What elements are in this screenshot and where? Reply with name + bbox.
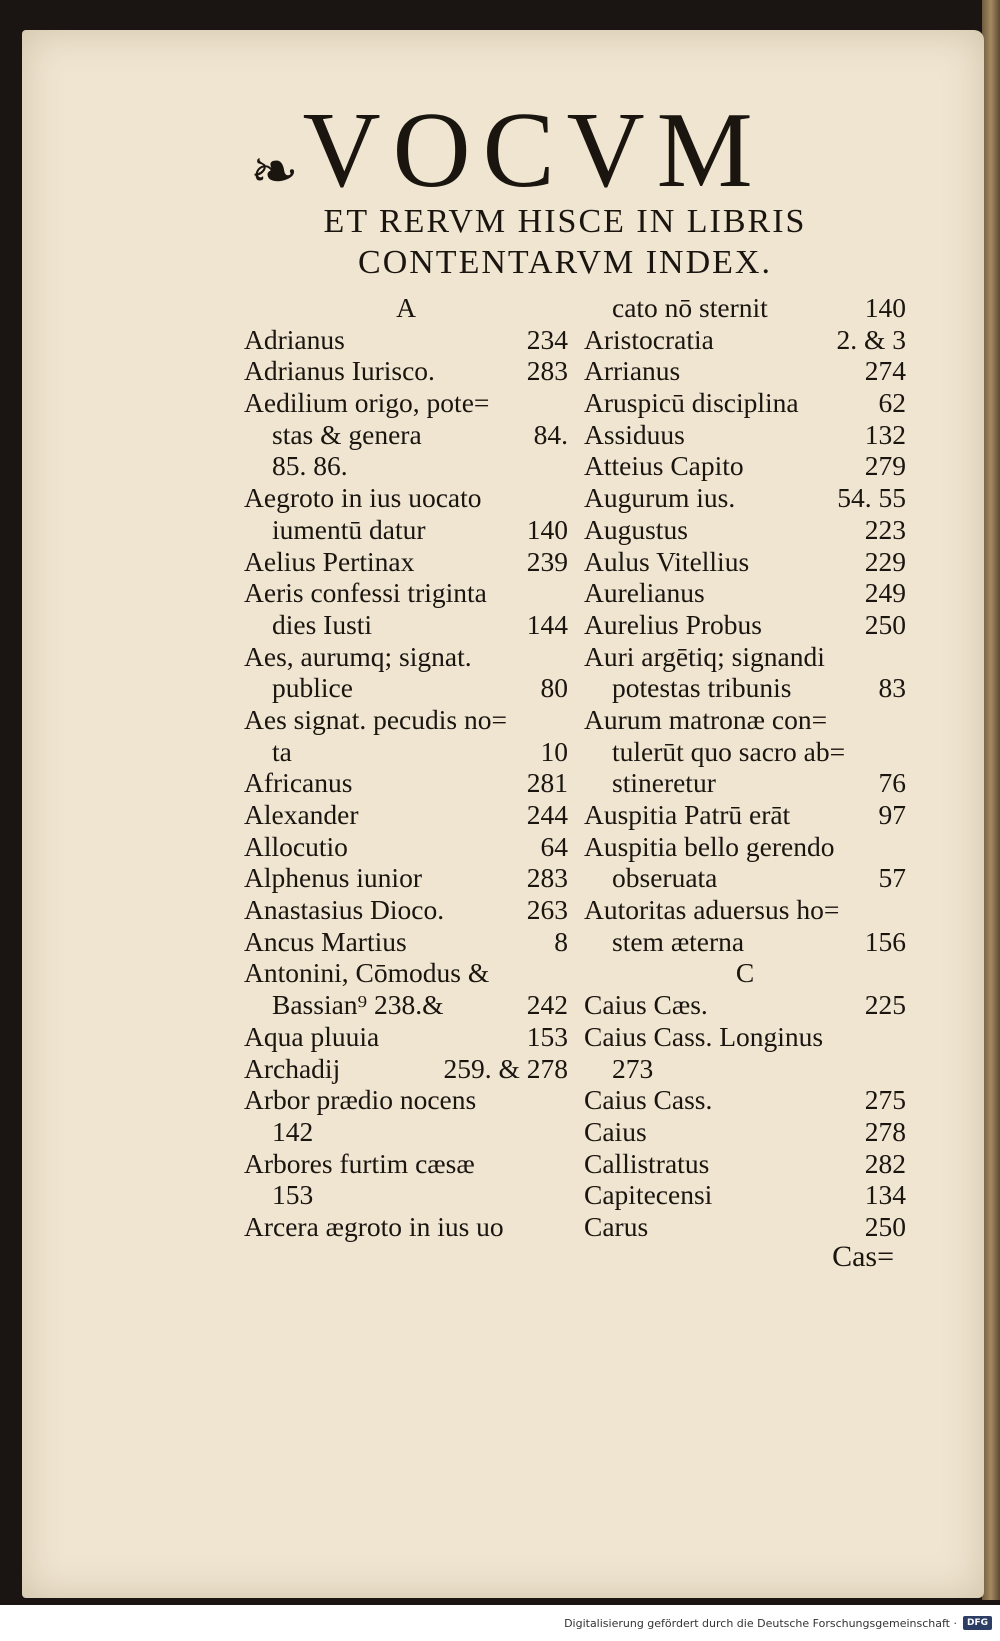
entry-page-ref: 229 xyxy=(864,545,906,577)
index-entry xyxy=(244,989,568,1021)
entry-term: Caius xyxy=(584,1115,647,1147)
entry-page-ref: 54. 55 xyxy=(837,482,906,514)
index-entry xyxy=(244,672,568,704)
index-entry xyxy=(244,1116,568,1148)
entry-term: Africanus xyxy=(244,767,353,799)
entry-term: Caius Cæs. xyxy=(584,989,708,1021)
subtitle-line-2: CONTENTARVM INDEX. xyxy=(358,244,772,281)
index-entry xyxy=(584,546,906,578)
index-entry xyxy=(584,355,906,387)
entry-term: Aegroto in ius uocato xyxy=(244,482,482,514)
index-entry xyxy=(584,862,906,894)
entry-page-ref: 239 xyxy=(526,545,568,577)
entry-term: 273 xyxy=(612,1052,654,1084)
entry-term: ta xyxy=(272,735,292,767)
index-entry xyxy=(244,641,568,673)
index-entry xyxy=(244,609,568,641)
index-entry xyxy=(584,641,906,673)
entry-page-ref: 263 xyxy=(526,894,568,926)
entry-page-ref: 134 xyxy=(864,1179,906,1211)
index-entry xyxy=(584,419,906,451)
fleuron-ornament-icon: ❧ xyxy=(250,137,299,205)
entry-term: Alphenus iunior xyxy=(244,862,422,894)
entry-term: Aurelianus xyxy=(584,577,705,609)
index-entry xyxy=(584,324,906,356)
index-entry xyxy=(584,1084,906,1116)
entry-term: Callistratus xyxy=(584,1147,710,1179)
entry-term: Aqua pluuia xyxy=(244,1020,380,1052)
index-entry xyxy=(244,894,568,926)
entry-page-ref: 8 xyxy=(554,925,568,957)
entry-page-ref: 156 xyxy=(864,925,906,957)
entry-term: dies Iusti xyxy=(272,608,373,640)
entry-term: Archadij xyxy=(244,1052,341,1084)
entry-term: Arrianus xyxy=(584,355,681,387)
entry-page-ref: 244 xyxy=(526,799,568,830)
entry-page-ref: 259. & 278 xyxy=(443,1052,568,1084)
entry-page-ref: 275 xyxy=(864,1084,906,1116)
index-entry xyxy=(584,292,906,324)
index-entry xyxy=(584,609,906,641)
index-column-right xyxy=(584,292,906,1243)
dfg-logo[interactable]: DFG xyxy=(963,1616,992,1630)
entry-term: Arbores furtim cæsæ xyxy=(244,1147,475,1179)
index-entry xyxy=(584,767,906,799)
entry-term: Ancus Martius xyxy=(244,925,407,957)
index-entry xyxy=(584,672,906,704)
entry-term: stem æterna xyxy=(612,925,745,957)
entry-page-ref: 132 xyxy=(864,418,906,450)
index-entry xyxy=(244,514,568,546)
entry-page-ref: 242 xyxy=(526,989,568,1021)
entry-term: Aurelius Probus xyxy=(584,608,762,640)
entry-page-ref: 250 xyxy=(864,1210,906,1242)
entry-page-ref: 234 xyxy=(526,323,568,355)
entry-page-ref: 144 xyxy=(526,608,568,640)
entry-page-ref: 281 xyxy=(526,767,568,799)
entry-term: Capitecensi xyxy=(584,1179,713,1211)
index-entry xyxy=(244,862,568,894)
entry-term: Aurum matronæ con= xyxy=(584,703,828,735)
entry-term: C xyxy=(735,957,755,989)
entry-term: Aeris confessi triginta xyxy=(244,577,487,609)
index-entry xyxy=(584,577,906,609)
entry-term: stineretur xyxy=(612,767,716,799)
index-entry xyxy=(244,546,568,578)
entry-term: Aulus Vitellius xyxy=(584,545,750,577)
index-entry xyxy=(244,482,568,514)
index-entry xyxy=(584,1179,906,1211)
entry-term: tulerūt quo sacro ab= xyxy=(612,735,846,767)
entry-term: Aedilium origo, pote= xyxy=(244,387,490,419)
entry-term: Atteius Capito xyxy=(584,450,744,482)
entry-term: 142 xyxy=(272,1115,314,1147)
entry-term: Auri argētiq; signandi xyxy=(584,640,825,672)
entry-term: 85. 86. xyxy=(272,450,348,482)
index-entry xyxy=(244,1053,568,1085)
entry-page-ref: 153 xyxy=(526,1020,568,1052)
index-entry xyxy=(584,1021,906,1053)
entry-term: Caius Cass. Longinus xyxy=(584,1020,824,1052)
index-entry xyxy=(244,799,568,831)
entry-term: Arbor prædio nocens xyxy=(244,1084,477,1116)
index-entry xyxy=(244,831,568,863)
entry-term: iumentū datur xyxy=(272,513,426,545)
entry-term: Aelius Pertinax xyxy=(244,545,415,577)
index-entry xyxy=(244,387,568,419)
entry-page-ref: 2. & 3 xyxy=(836,323,906,355)
entry-page-ref: 140 xyxy=(526,513,568,545)
entry-term: Carus xyxy=(584,1210,649,1242)
entry-term: Antonini, Cōmodus & xyxy=(244,957,490,989)
page-title xyxy=(250,90,920,210)
index-entry xyxy=(244,736,568,768)
entry-term: cato nō sternit xyxy=(612,292,768,323)
index-entry xyxy=(584,989,906,1021)
index-entry xyxy=(584,387,906,419)
entry-term: Alexander xyxy=(244,799,359,830)
entry-page-ref: 282 xyxy=(864,1147,906,1179)
entry-page-ref: 57 xyxy=(878,862,906,894)
index-entry xyxy=(584,704,906,736)
entry-term: potestas tribunis xyxy=(612,672,792,704)
index-entry xyxy=(584,926,906,958)
index-entry xyxy=(584,450,906,482)
entry-page-ref: 140 xyxy=(864,292,906,323)
entry-page-ref: 278 xyxy=(864,1115,906,1147)
entry-page-ref: 283 xyxy=(526,355,568,387)
index-entry xyxy=(584,894,906,926)
index-entry xyxy=(244,1211,568,1243)
footer-credit xyxy=(0,1605,1000,1641)
entry-page-ref: 10 xyxy=(540,735,568,767)
entry-page-ref: 279 xyxy=(864,450,906,482)
entry-term: Aes signat. pecudis no= xyxy=(244,703,507,735)
index-entry xyxy=(584,1116,906,1148)
entry-page-ref: 250 xyxy=(864,608,906,640)
index-entry xyxy=(584,799,906,831)
entry-term: A xyxy=(396,292,416,323)
entry-page-ref: 83 xyxy=(878,672,906,704)
entry-term: Adrianus Iurisco. xyxy=(244,355,435,387)
entry-page-ref: 97 xyxy=(878,799,906,830)
index-entry xyxy=(244,1021,568,1053)
index-entry xyxy=(584,831,906,863)
index-entry xyxy=(584,1148,906,1180)
entry-page-ref: 249 xyxy=(864,577,906,609)
title-vocum: VOCVM xyxy=(302,90,765,210)
letter-heading xyxy=(584,957,906,989)
entry-page-ref: 76 xyxy=(878,767,906,799)
entry-term: Augurum ius. xyxy=(584,482,736,514)
index-entry xyxy=(584,736,906,768)
index-entry xyxy=(244,324,568,356)
subtitle-line-1: ET RERVM HISCE IN LIBRIS xyxy=(323,203,807,240)
entry-term: Auspitia Patrū erāt xyxy=(584,799,791,830)
entry-term: Adrianus xyxy=(244,323,345,355)
index-entry xyxy=(244,767,568,799)
footer-text: Digitalisierung gefördert durch die Deutsche Forschungsgemeinschaft · xyxy=(564,1616,957,1630)
index-entry xyxy=(244,957,568,989)
entry-term: Augustus xyxy=(584,513,688,545)
index-entry xyxy=(584,514,906,546)
entry-term: Arcera ægroto in ius uo xyxy=(244,1210,504,1242)
entry-page-ref: 62 xyxy=(878,387,906,419)
book-edge xyxy=(982,0,1000,1600)
entry-term: Allocutio xyxy=(244,830,348,862)
entry-term: Bassian⁹ 238.& xyxy=(272,989,444,1021)
index-entry xyxy=(244,926,568,958)
entry-page-ref: 84. xyxy=(533,418,568,450)
entry-term: Aruspicū disciplina xyxy=(584,387,799,419)
index-entry xyxy=(584,1053,906,1085)
entry-term: 153 xyxy=(272,1179,314,1211)
entry-page-ref: 80 xyxy=(540,672,568,704)
index-column-left xyxy=(244,292,568,1243)
entry-term: Anastasius Dioco. xyxy=(244,894,445,926)
index-entry xyxy=(244,704,568,736)
index-entry xyxy=(244,1179,568,1211)
entry-term: Autoritas aduersus ho= xyxy=(584,894,840,926)
index-entry xyxy=(244,419,568,451)
index-entry xyxy=(244,1148,568,1180)
index-entry xyxy=(244,577,568,609)
entry-page-ref: 223 xyxy=(864,513,906,545)
index-entry xyxy=(584,482,906,514)
entry-page-ref: 274 xyxy=(864,355,906,387)
entry-term: Assiduus xyxy=(584,418,685,450)
index-entry xyxy=(584,1211,906,1243)
entry-term: publice xyxy=(272,672,353,704)
entry-term: Aristocratia xyxy=(584,323,714,355)
entry-term: Aes, aurumq; signat. xyxy=(244,640,472,672)
letter-heading xyxy=(244,292,568,324)
catchword: Cas= xyxy=(832,1240,894,1273)
entry-page-ref: 64 xyxy=(540,830,568,862)
index-entry xyxy=(244,450,568,482)
entry-term: stas & genera xyxy=(272,418,422,450)
entry-term: obseruata xyxy=(612,862,718,894)
entry-page-ref: 283 xyxy=(526,862,568,894)
index-entry xyxy=(244,1084,568,1116)
index-entry xyxy=(244,355,568,387)
entry-page-ref: 225 xyxy=(864,989,906,1021)
entry-term: Caius Cass. xyxy=(584,1084,713,1116)
entry-term: Auspitia bello gerendo xyxy=(584,830,835,862)
